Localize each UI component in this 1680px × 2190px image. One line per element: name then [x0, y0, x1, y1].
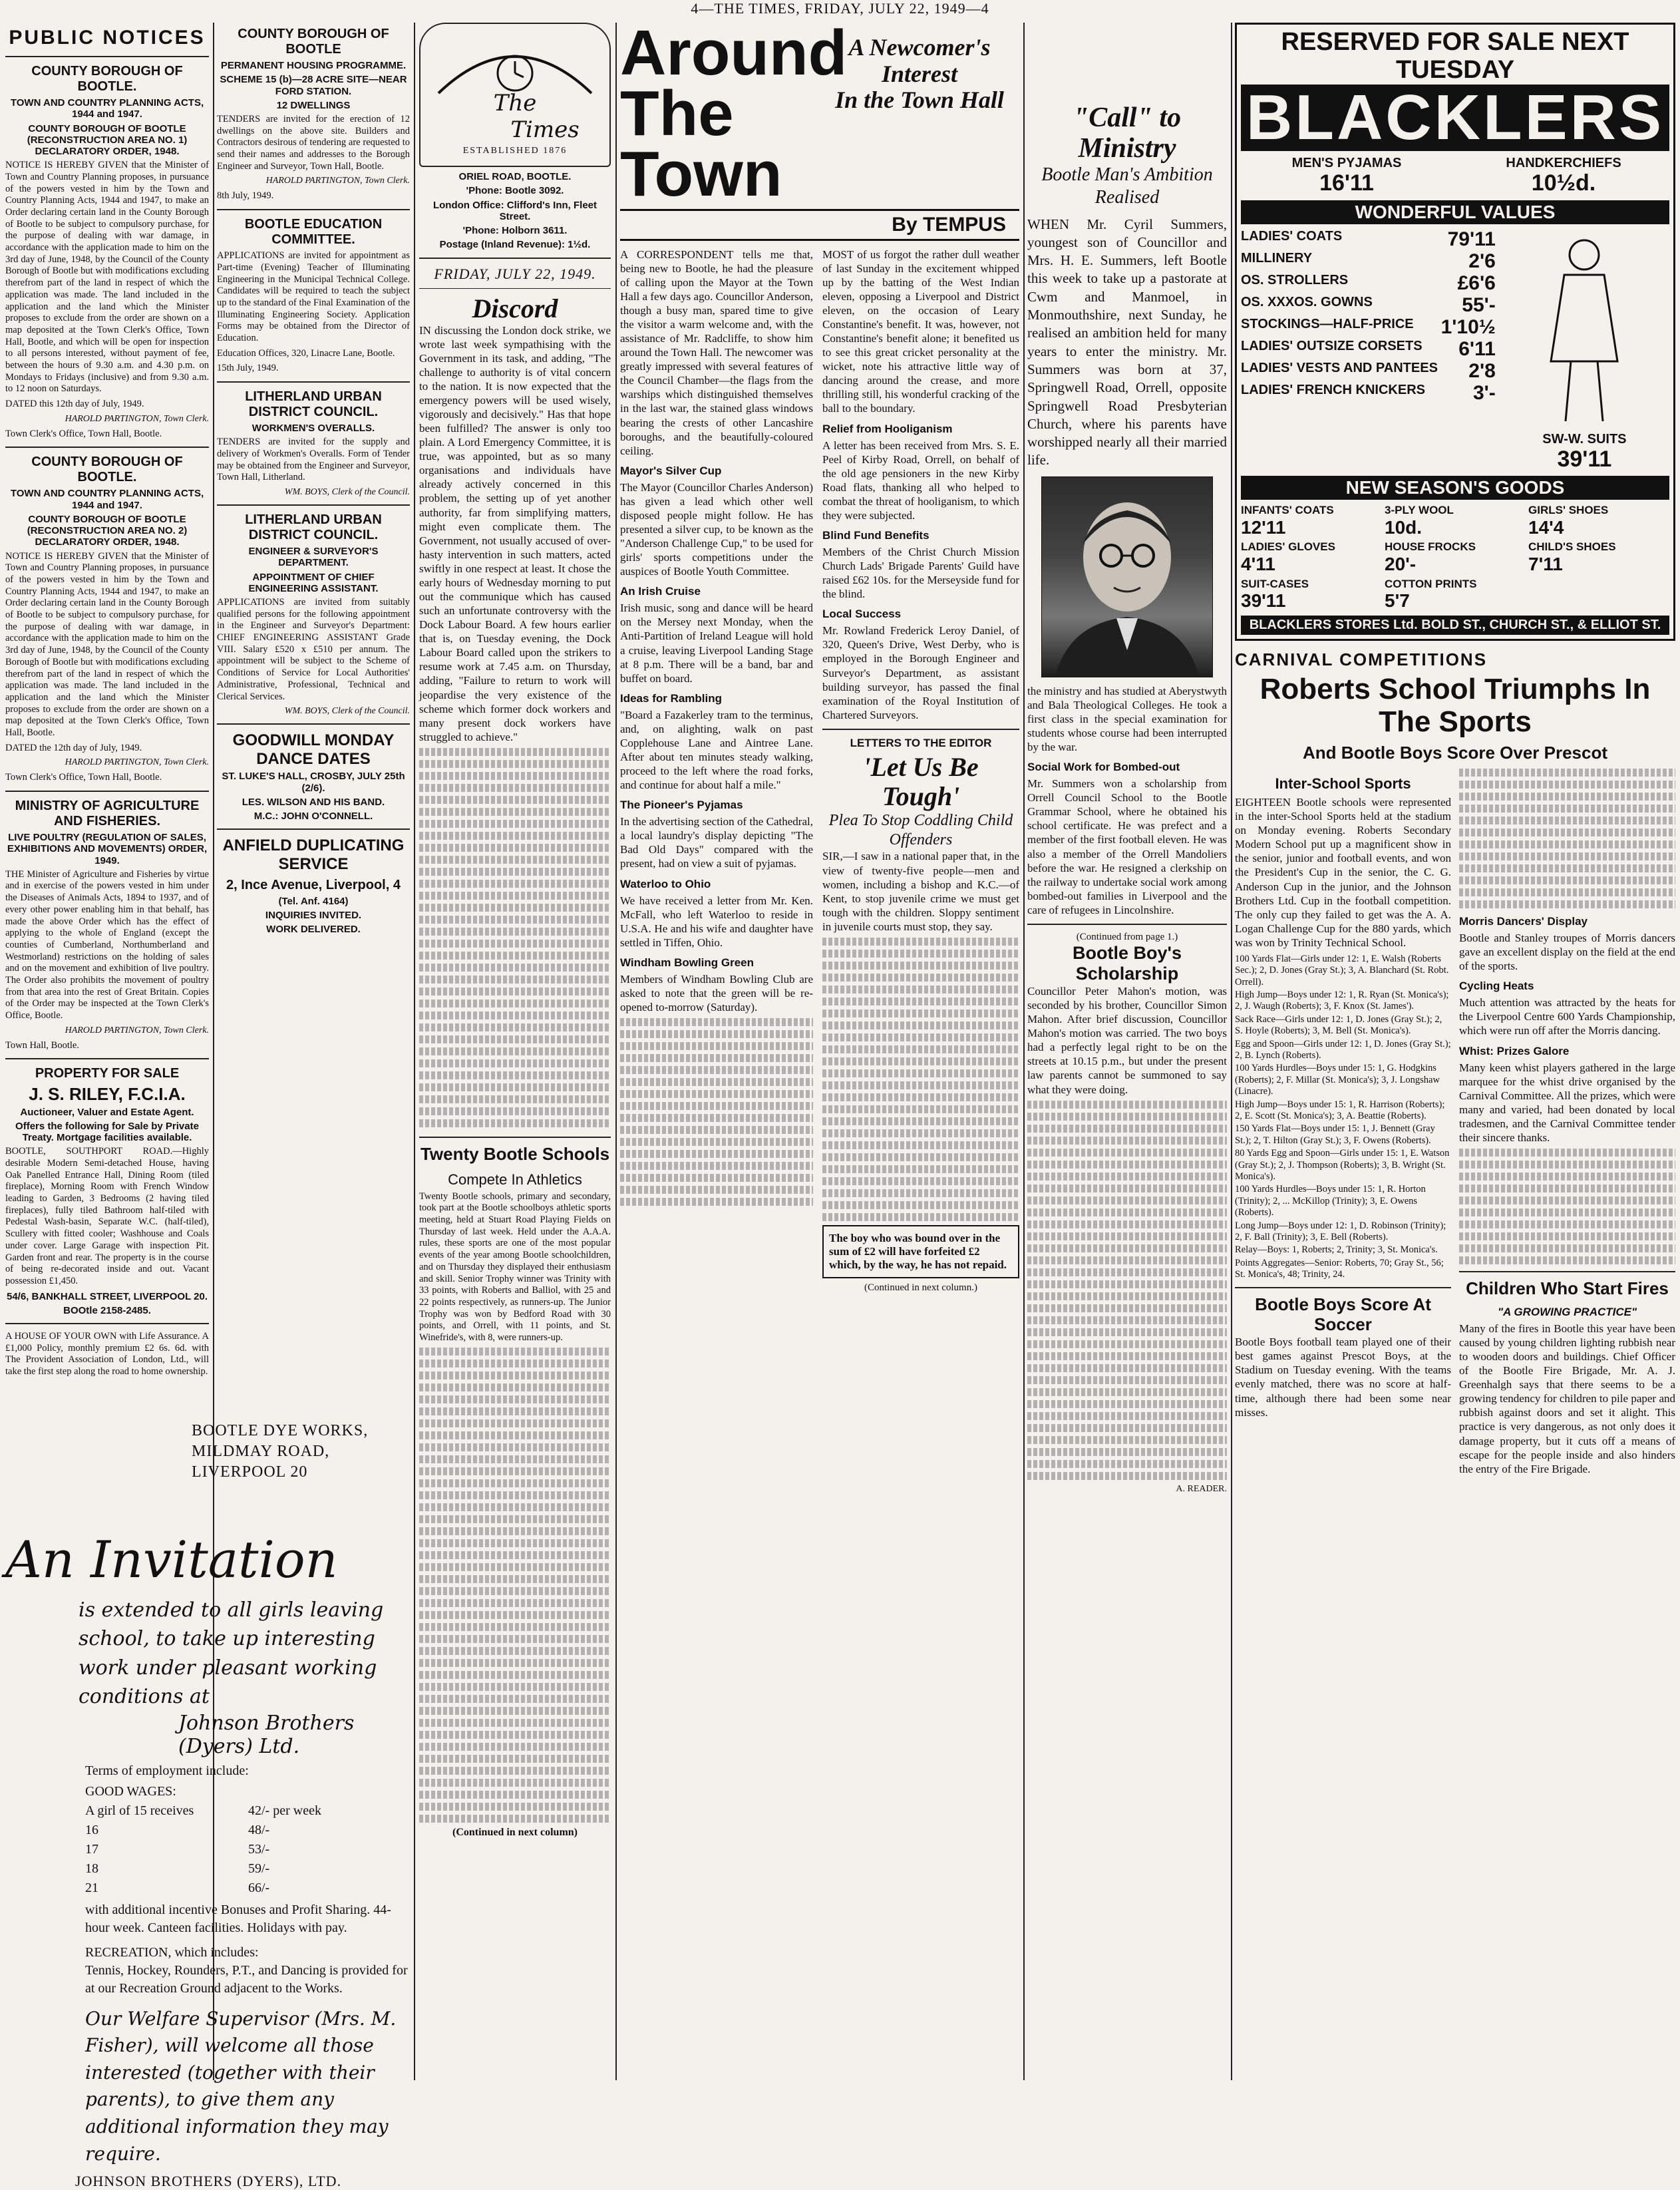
result-line: High Jump—Boys under 15: 1, R. Harrison (Roberts); 2, E. Scott (St. Monica's); 3, A. Beattie (Roberts). [1235, 1099, 1445, 1121]
athletics-title: Twenty Bootle Schools [420, 1143, 610, 1164]
result-line: 100 Yards Hurdles—Boys under 15: 1, G. Hodgkins (Roberts); 2, F. Millar (St. Monica's); 3, J. Longshaw (Linacre). [1235, 1063, 1440, 1097]
notice-order: COUNTY BOROUGH OF BOOTLE (RECONSTRUCTION AREA NO. 2) DECLARATORY ORDER, 1948. [27, 513, 188, 548]
wage-row [85, 1802, 411, 1820]
notice-signed: HAROLD PARTINGTON, Town Clerk. [65, 757, 209, 768]
notice-order: COUNTY BOROUGH OF BOOTLE (RECONSTRUCTION AREA NO. 1) DECLARATORY ORDER, 1948. [27, 122, 188, 157]
reserved-heading: RESERVED FOR SALE NEXT TUESDAY [1281, 28, 1629, 84]
notice-body: THE Minister of Agriculture and Fisheries by virtue and in exercise of the powers vested in him under the Diseases of Animals Acts, 1894 to 1937, and of every other power enabling him in that behalf, has made the above Order which has the effect of applying to the whole of England (except the counties of Cumberland, Northumberland and Westmorland) restrictions on the holding of sales and on the movement and exhibition of live poultry. The Order also prohibits the movement of poultry from that area into the rest of Great Britain. Copies of the Order may be inspected at the Town Clerk's Office, Bootle. [5, 868, 209, 1021]
whist-body: Many keen whist players gathered in the large marquee for the whist drive organised by the Carnival Committee. All the prizes, which were many and varied, had been donated by local tradesmen, and the Carnival Committee tender their sincere thanks. [1459, 1061, 1675, 1144]
athletics-subtitle: Compete In Athletics [448, 1171, 582, 1188]
property-body: BOOTLE, SOUTHPORT ROAD.—Highly desirable Modern Semi-detached House, having Oak Panelled Entrance Hall, Dining Room (tiled fireplace), Morning Room with French Window leading to Garden, 3 Bedrooms (2 having tiled fireplaces), fully tiled Bathroom half-tiled with Pedestal Wash-basin, Separate W.C. (half-tiled), Scullery with fitted cooler; Washhouse and Coals under cover. Large Garage with inspection Pit. Garden front and rear. The property is in the course of being re-decorated inside and out. Vacant possession £1,450. [5, 1146, 209, 1286]
notice-authority: COUNTY BOROUGH OF BOOTLE. [31, 64, 183, 94]
around-the-town-column [620, 17, 1019, 2082]
property-contact: 54/6, BANKHALL STREET, LIVERPOOL 20. [6, 1290, 208, 1302]
cyril-summers-photo [1041, 476, 1213, 677]
tough-heading: 'Let Us Be Tough' [863, 751, 979, 811]
call-to-ministry-column [1027, 23, 1227, 2082]
recreation-text: Tennis, Hockey, Rounders, P.T., and Dancing is provided for at our Recreation Ground adjacent to the Works. [85, 1962, 408, 1996]
editorial-body: IN discussing the London dock strike, we wrote last week sympathising with the Government in its task, and adding, "The challenge to authority is of vital concern to the nation. It is now expected that the emergency powers will be used wisely, vigorously and decisively." Has that hope been fulfilled? The answer is only too plain. A Lord Emergency Committee, it is true, was appointed, but as so many organisations and individuals have already actively concerned in this problem, the setting up of yet another authority, far from simplifying matters, might even complicate them. The Government, not usually accused of over-hasty intervention in such matters, acted swiftly in one respect at least. It chose the early hours of Wednesday morning to put out the communique which has caused such an unfortunate controversy with the Dock Labour Board. A few hours earlier that is, on Tuesday evening, the Dock Labour Board called upon the strikers to resume work at 7.45 a.m. on Thursday, adding, "Failure to return to work will jeopardise the very existence of the scheme which former dock workers and many present dock workers have struggled to achieve." [419, 323, 611, 743]
call-heading: "Call" to Ministry [1073, 102, 1182, 164]
social-body: Mr. Summers won a scholarship from Orrell Council School to the Bootle Grammar School, where he obtained his school certificate. He was prefect and a member of the first football eleven. He was also a member of the Orrell Mandoliers before the war. He resigned a clerkship on the railway to undertake social work among bombed-out families in Liverpool and the care of refugees in Lincolnshire. [1027, 777, 1227, 916]
wage-row [85, 1821, 411, 1839]
blacklers-brand: BLACKLERS [1241, 85, 1669, 152]
around-town-header [620, 17, 1019, 210]
tenders-body: TENDERS are invited for the erection of 12 dwellings on the above site. Builders and Contractors desirous of tendering are requested to send their names and addresses to the Borough Engineer and Surveyor, Town Hall, Bootle. [217, 114, 410, 172]
byline: By TEMPUS [620, 209, 1019, 241]
notice-authority: COUNTY BOROUGH OF BOOTLE. [31, 455, 183, 485]
anfield-note: INQUIRIES INVITED. [265, 909, 362, 921]
property-tag: Auctioneer, Valuer and Estate Agent. [20, 1106, 194, 1118]
suitcases-item: SUIT-CASES 39'11 [1241, 577, 1309, 611]
notice-address: Town Clerk's Office, Town Hall, Bootle. [5, 772, 162, 783]
social-heading: Social Work for Bombed-out [1027, 761, 1180, 774]
soccer-body: Bootle Boys football team played one of their best games against Prescot Boys, at the Stadium on Tuesday evening. With the teams evenly matched, there was no score at half-time, although there had been some near misses. [1235, 1336, 1451, 1419]
notice-date: 8th July, 1949. [217, 190, 274, 202]
wage-row [85, 1860, 411, 1878]
wage-amount: 42/- per week [248, 1803, 321, 1818]
around-intro: A CORRESPONDENT tells me that, being new to Bootle, he had the pleasure of calling upon the Mayor at the Town Hall a few days ago. Councillor Anderson, though a busy man, spared time to give the visitor a warm welcome and, with the assistance of Mr. Radcliffe, to show him around the Town Hall. The newcomer was greatly impressed with several features of the Council Chamber—the flags from the warships which distinguished themselves in the last war, the stained glass windows bearing the crests of other Lancashire boroughs, and the beautifully-coloured ceiling. [620, 248, 813, 457]
notice-signed: HAROLD PARTINGTON, Town Clerk. [65, 1025, 209, 1035]
result-line: Points Aggregates—Senior: Roberts, 70; Gray St., 56; St. Monica's, 48; Trinity, 24. [1235, 1257, 1444, 1280]
hooligan-body: A letter has been received from Mrs. S. E. Peel of Kirby Road, Orrell, on behalf of the old age pensioners in the new Kirby Road flats, thanking all who helped to combat the threat of hooliganism, to which they were subjected. [822, 439, 1019, 522]
product-list [1241, 228, 1496, 472]
kicker-2: In the Town Hall [835, 87, 1004, 114]
around-town-right [822, 248, 1019, 1294]
boxed-quote: The boy who was bound over in the sum of £2 will have forfeited £2 which, by the way, he has not repaid. [822, 1225, 1019, 1278]
cruise-body: Irish music, song and dance will be heard on the Mersey next Monday, when the Anti-Partition of Ireland League will hold a cruise, leaving Liverpool Landing Stage at 8 p.m. There will be a band, bar and buffet on board. [620, 602, 813, 685]
notice-act: LIVE POULTRY (REGULATION OF SALES, EXHIBITIONS AND MOVEMENTS) ORDER, 1949. [7, 832, 208, 866]
scholarship-more-text [1027, 1101, 1227, 1480]
suits-illustration: SW-W. SUITS 39'11 [1500, 228, 1669, 472]
wage-amount: 59/- [248, 1861, 270, 1876]
morris-heading: Morris Dancers' Display [1459, 915, 1588, 928]
editorial-more-text [419, 748, 611, 1127]
wage-age: 17 [85, 1841, 98, 1857]
pyjamas-heading: The Pioneer's Pyjamas [620, 799, 743, 812]
new-season-banner: NEW SEASON'S GOODS [1241, 476, 1669, 500]
education-address: Education Offices, 320, Linacre Lane, Bootle. [217, 347, 395, 359]
wage-amount: 48/- [248, 1822, 270, 1837]
roberts-subheading: And Bootle Boys Score Over Prescot [1302, 743, 1608, 763]
wonderful-values: WONDERFUL VALUES [1241, 200, 1669, 224]
wages-label: GOOD WAGES: [85, 1783, 176, 1799]
wage-age: 18 [85, 1861, 98, 1876]
appointment-body: APPLICATIONS are invited from suitably qualified persons for the following appointment in the Engineer and Surveyor's Department: CHIEF ENGINEERING ASSISTANT Grade VIII. Salary £520 x £510 per annum. The appointment will be subject to the Scheme of Conditions of Service for Local Authorities' Administrative, Professional, Technical and Clerical Services. [217, 597, 410, 702]
whist-more-text [1459, 1149, 1675, 1264]
logo-the: The [493, 90, 537, 116]
bowling-heading: Windham Bowling Green [620, 956, 755, 969]
notice-authority: MINISTRY OF AGRICULTURE AND FISHERIES. [15, 799, 200, 828]
millinery-item: MILLINERY 2'6 [1241, 250, 1496, 272]
athletics-body: Twenty Bootle schools, primary and secondary, took part at the Bootle schoolboys athletic sports meeting, held at Stuart Road Playing Fields on Thursday of last week. Held under the A.A.A. rules, these sports are one of the most popular events of the year among Bootle schoolchildren, and on Thursday they displayed their enthusiasm and skill. Senior Trophy winner was Trinity with 33 points, with Roberts and Balliol, with 25 and 22 points respectively, as runners-up. The Junior Trophy was won by Bedford Road with 30 points, and Orrell, with 11 points, and St. Winefride's, with 8, were runners-up. [419, 1190, 611, 1343]
invitation-intro: is extended to all girls leaving school, to take up interesting work under pleasant working conditions at [79, 1598, 384, 1709]
tough-body: SIR,—I saw in a national paper that, in the view of twenty-five people—men and women, including a bishop and K.C.—of Kent, to stop juvenile crime we must get tough with the children. Sloppy sentiment in juvenile courts must stop, they say. [822, 850, 1019, 933]
infants-item: INFANTS' COATS 12'11 [1241, 504, 1334, 538]
morris-body: Bootle and Stanley troupes of Morris dancers gave an excellent display on the field at the end of the sports. [1459, 932, 1675, 973]
result-line: Egg and Spoon—Girls under 12: 1, D. Jones (Gray St.); 2, B. Lynch (Roberts). [1235, 1038, 1451, 1061]
inter-school-body: EIGHTEEN Bootle schools were represented in the inter-School Sports held at the stadium on Monday evening. Roberts Secondary Modern School put up a magnificent show in the senior, junior and football events, and won the President's Cup in the senior, the C. G. Anderson Cup in the junior, and the Johnson Brothers Ltd. Cup in the football competition. The only cup they failed to get was the A. A. Logan Challenge Cup for the 880 yards, which was won by Trinity Technical School. [1235, 796, 1451, 949]
gloves-item: LADIES' GLOVES 4'11 [1241, 540, 1335, 574]
wage-age: A girl of 15 receives [85, 1803, 194, 1818]
mayor-heading: Mayor's Silver Cup [620, 464, 722, 477]
wage-age: 16 [85, 1822, 98, 1837]
fires-subheading: "A GROWING PRACTICE" [1497, 1305, 1637, 1318]
sports-right [1459, 769, 1675, 1480]
housing-heading: PERMANENT HOUSING PROGRAMME. [220, 60, 407, 71]
wages-list [85, 1802, 411, 1897]
whist-heading: Whist: Prizes Galore [1459, 1044, 1570, 1057]
frocks-item: HOUSE FROCKS 20'- [1385, 540, 1476, 574]
house-ad: A HOUSE OF YOUR OWN with Life Assurance. A £1,000 Policy, monthly premium £2 6s. 6d. with The Provident Association of London, Ltd., will take the first step along the road to home ownership. [5, 1331, 209, 1377]
column-rule [414, 23, 415, 2080]
waterloo-heading: Waterloo to Ohio [620, 877, 711, 890]
scholarship-heading: Bootle Boy's Scholarship [1073, 942, 1182, 984]
goodwill-heading: GOODWILL MONDAY DANCE DATES [232, 731, 395, 768]
vests-item: LADIES' VESTS AND PANTEES 2'8 [1241, 359, 1496, 382]
portrait-icon [1042, 477, 1212, 677]
call-body-continued: the ministry and has studied at Aberystwyth and Bala Theological Colleges. He took a first class in the special examination for students whose course had been interrupted by the war. [1027, 684, 1227, 754]
column-rule [1231, 23, 1232, 2080]
continued-note: (Continued in next column) [452, 1826, 578, 1838]
success-heading: Local Success [822, 608, 902, 621]
blacklers-footer: BLACKLERS STORES Ltd. BOLD ST., CHURCH ST., & ELLIOT ST. [1241, 616, 1669, 635]
soccer-heading: Bootle Boys Score At Soccer [1255, 1294, 1431, 1335]
notice-body: NOTICE IS HEREBY GIVEN that the Minister of Town and Country Planning proposes, in pursuance of the powers vested in him by the Town and Country Planning Acts, 1944 and 1947, to make an Order declaring certain land in the County Borough of Bootle to be subject to compulsory purchase, for the purpose of dealing with war damage, in accordance with the application made to him on the 3rd day of June, 1948, by the Council of the County Borough of Bootle but with modifications excluding therefrom part of the land in respect of which the application was made. The land included in the application and the land which the Minister proposes to exclude from the order are shown on a map deposited at the Town Clerk's Office, Town Hall, Bootle. [5, 550, 209, 738]
dateline: FRIDAY, JULY 22, 1949. [434, 265, 596, 282]
season-grid [1241, 504, 1669, 612]
call-subheading: Bootle Man's Ambition Realised [1041, 164, 1213, 208]
anfield-address: 2, Ince Avenue, Liverpool, 4 [226, 877, 401, 892]
editorial-column [419, 23, 611, 2082]
company-name: Johnson Brothers (Dyers) Ltd. [178, 1711, 355, 1758]
prints-item: COTTON PRINTS 5'7 [1385, 577, 1477, 611]
knickers-item: LADIES' FRENCH KNICKERS 3'- [1241, 381, 1496, 404]
gowns-item: OS. XXXOS. GOWNS 55'- [1241, 293, 1496, 316]
strollers-item: OS. STROLLERS £6'6 [1241, 272, 1496, 294]
notice-signed: WM. BOYS, Clerk of the Council. [284, 487, 410, 497]
result-line: Long Jump—Boys under 12: 1, D. Robinson (Trinity); 2, F. Ball (Trinity); 3, E. Bell (Roberts). [1235, 1220, 1446, 1242]
childs-shoes-item: CHILD'S SHOES 7'11 [1528, 540, 1616, 574]
waterloo-body: We have received a letter from Mr. Ken. McFall, who left Waterloo to reside in U.S.A. He and his wife and daughter have settled in Tiffen, Ohio. [620, 894, 813, 949]
wage-amount: 53/- [248, 1841, 270, 1857]
terms-label: Terms of employment include: [85, 1763, 249, 1778]
page-masthead: 4—THE TIMES, FRIDAY, JULY 22, 1949—4 [691, 0, 989, 17]
anfield-heading: ANFIELD DUPLICATING SERVICE [222, 836, 405, 873]
result-line: 150 Yards Flat—Boys under 15: 1, J. Bennett (Gray St.); 2, T. Hilton (Gray St.); 3, F. Owens (Roberts). [1235, 1123, 1435, 1146]
hooligan-heading: Relief from Hooliganism [822, 422, 953, 435]
wage-amount: 66/- [248, 1880, 270, 1895]
education-body: APPLICATIONS are invited for appointment as Part-time (Evening) Teacher of Illuminating Engineering in the Municipal Technical College. Candidates will be required to teach the subject up to the standard of the Final Examination of the Illuminating Engineering Society. Application Forms may be obtained from the Director of Education. [217, 250, 410, 343]
public-notices-column [5, 23, 209, 1403]
notice-address: Town Clerk's Office, Town Hall, Bootle. [5, 428, 162, 439]
column-rule [1023, 23, 1025, 2080]
scholarship-body: Councillor Peter Mahon's motion, was seconded by his brother, Councillor Simon Mahon. After brief discussion, Councillor Mahon's motion was carried. The two boys had a perfectly legal right to be on the streets at 10.15 p.m., but under the present law parents cannot be summoned to say what they were doing. [1027, 984, 1227, 1096]
notice-address: Town Hall, Bootle. [5, 1039, 79, 1051]
girls-shoes-item: GIRLS' SHOES 14'4 [1528, 504, 1609, 538]
success-body: Mr. Rowland Frederick Leroy Daniel, of 320, Queen's Drive, West Derby, who is employed in the Borough Engineer and Surveyor's Department, as assistant building surveyor, has passed the final examination of the Royal Institution of Chartered Surveyors. [822, 624, 1019, 721]
dye-works-advert [5, 1421, 411, 2190]
cruise-heading: An Irish Cruise [620, 585, 701, 598]
invitation-heading: An Invitation [5, 1529, 338, 1589]
coats-item: LADIES' COATS 79'11 [1241, 228, 1496, 250]
sports-left [1235, 769, 1451, 1480]
tough-subheading: Plea To Stop Coddling Child Offenders [828, 811, 1013, 848]
tough-more-text [822, 938, 1019, 1221]
fires-body: Many of the fires in Bootle this year have been caused by young children lighting rubbish near to wooden doors and buildings. Chief Officer of the Bootle Fire Brigade, Mr. A. J. Greenhalgh says that there seems to be a growing tendency for children to pile paper and rubbish against doors and set it alight. This practice is very dangerous, as not only does it damage property, but it cuts off a means of escape for the people inside and also hinders the entry of the Fire Brigade. [1459, 1322, 1675, 1475]
anfield-tel: (Tel. Anf. 4164) [278, 895, 349, 907]
corsets-item: LADIES' OUTSIZE CORSETS 6'11 [1241, 337, 1496, 360]
call-body: WHEN Mr. Cyril Summers, youngest son of Councillor and Mrs. H. E. Summers, left Bootle this week to take up a pastorate at Cwm and Manmoel, in Monmouthshire, next Sunday, he realised an ambition held for many years to enter the ministry. Mr. Summers was born at 37, Springwell Road, Orrell, opposite Springwell Road Presbyterian Church, where his parents have worshipped nearly all their married life. [1027, 216, 1227, 468]
handkerchiefs-ad: HANDKERCHIEFS 10½d. [1506, 156, 1621, 196]
athletics-results [419, 1348, 611, 1823]
education-heading: BOOTLE EDUCATION COMMITTEE. [244, 217, 383, 248]
logo-times: Times [510, 116, 580, 143]
notice-body: NOTICE IS HEREBY GIVEN that the Minister of Town and Country Planning proposes, in pursuance of the powers vested in him by the Town and Country Planning Acts, 1944 and 1947, to make an Order declaring certain land in the County Borough of Bootle to be subject to compulsory purchase, for the purpose of dealing with war damage, in accordance with the application made to him on the 3rd day of June, 1948, by the Council of the County Borough of Bootle but with modifications excluding therefrom part of the land in respect of which the application was made. The land included in the application and the land which the Minister proposes to exclude from the order are shown on a map deposited at the Town Clerk's Office, Town Hall, Bootle, and which will be open for inspection to all persons interested, without payment of fee, between the hours of 9.30 a.m. and 4.30 p.m. on Mondays to Fridays (inclusive) and from 9.30 a.m. to 12 noon on Saturdays. [5, 160, 209, 395]
letters-label: LETTERS TO THE EDITOR [850, 736, 992, 749]
notice-dated: DATED this 12th day of July, 1949. [5, 399, 144, 409]
result-line: 80 Yards Egg and Spoon—Girls under 15: 1, E. Watson (Gray St.); 2, J. Thompson (Roberts); 3, B. Wright (St. Monica's). [1235, 1148, 1450, 1182]
dye-footer: JOHNSON BROTHERS (DYERS), LTD. [75, 2173, 342, 2190]
result-line: High Jump—Boys under 12: 1, R. Ryan (St. Monica's); 2, J. Waugh (Roberts); 3, F. Knox (St. James'). [1235, 990, 1449, 1012]
overalls-body: TENDERS are invited for the supply and delivery of Workmen's Overalls. Form of Tender may be obtained from the Engineer and Surveyor, Town Hall, Litherland. [217, 437, 410, 483]
goodwill-band: LES. WILSON AND HIS BAND. [242, 796, 385, 808]
headline-around: Around [620, 17, 848, 89]
letter-signoff: A. READER. [1176, 1483, 1227, 1494]
engineer-heading: ENGINEER & SURVEYOR'S DEPARTMENT. [248, 546, 379, 569]
kicker-1: A Newcomer's Interest [848, 34, 991, 87]
welfare-text: Our Welfare Supervisor (Mrs. M. Fisher), will welcome all those interested (together with their parents), to give them any additional information they may require. [85, 2007, 397, 2165]
inter-school-heading: Inter-School Sports [1275, 775, 1411, 793]
notices-column-2 [217, 23, 410, 1403]
education-date: 15th July, 1949. [217, 363, 279, 374]
result-line: 100 Yards Hurdles—Boys under 15: 1, R. Horton (Trinity); 2, ... McKillop (Trinity); 3, E. Owens (Roberts). [1235, 1184, 1426, 1218]
office-details: ORIEL ROAD, BOOTLE. 'Phone: Bootle 3092. London Office: Clifford's Inn, Fleet Street. 'Phone: Holborn 3611. Postage (Inland Revenue): 1½d. [432, 171, 597, 251]
dye-works-address: BOOTLE DYE WORKS, MILDMAY ROAD, LIVERPOOL 20 [192, 1422, 369, 1481]
cycling-heading: Cycling Heats [1459, 980, 1534, 993]
property-agent: J. S. RILEY, F.C.I.A. [29, 1084, 186, 1105]
mayor-body: The Mayor (Councillor Charles Anderson) has given a lead which other well disposed people might follow. He has presented a silver cup, to be known as the "Anderson Challenge Cup," to be used for girls' sports competitions under the auspices of Bootle Youth Committee. [620, 480, 813, 578]
anfield-note: WORK DELIVERED. [266, 924, 361, 936]
notice-signed: HAROLD PARTINGTON, Town Clerk. [65, 413, 209, 424]
notice-signed: WM. BOYS, Clerk of the Council. [284, 706, 410, 717]
notice-authority: COUNTY BOROUGH OF BOOTLE [238, 27, 389, 57]
carnival-label: CARNIVAL COMPETITIONS [1235, 649, 1488, 669]
dwellings-heading: 12 DWELLINGS [276, 99, 351, 111]
pyjamas-ad: MEN'S PYJAMAS 16'11 [1291, 156, 1402, 196]
wage-row [85, 1879, 411, 1897]
blind-heading: Blind Fund Benefits [822, 528, 929, 542]
cycling-body: Much attention was attracted by the heats for the Liverpool Centre 600 Yards Championship, which were run off after the Morris dancing. [1459, 996, 1675, 1037]
result-line: 100 Yards Flat—Girls under 12: 1, E. Walsh (Roberts Sec.); 2, D. Jones (Gray St.); 3, A. Blanchard (St. Robt. Orrell). [1235, 953, 1449, 988]
continued-note: (Continued from page 1.) [1076, 931, 1178, 942]
wages-table [5, 1783, 411, 1998]
property-tag: Offers the following for Sale by Private Treaty. Mortgage facilities available. [15, 1120, 199, 1144]
rambling-body: "Board a Fazakerley tram to the terminus, and, on alighting, walk on past Copplehouse Lane and Aintree Lane. After about ten minutes steady walking, proceed to the left where the road forks, and continue for about half a mile." [620, 708, 813, 792]
blacklers-column [1235, 23, 1675, 2082]
notice-act: TOWN AND COUNTRY PLANNING ACTS, 1944 and 1947. [10, 97, 204, 120]
around-town-left [620, 248, 813, 1294]
rambling-heading: Ideas for Rambling [620, 691, 723, 705]
litherland-heading: LITHERLAND URBAN DISTRICT COUNCIL. [245, 389, 382, 419]
results-list [1235, 954, 1451, 1281]
continued-note: (Continued in next column.) [864, 1282, 977, 1293]
notice-dated: DATED the 12th day of July, 1949. [5, 742, 142, 753]
results-lines [620, 1018, 813, 1206]
section-title: PUBLIC NOTICES [9, 27, 206, 49]
pyjamas-body: In the advertising section of the Cathedral, a local laundry's display depicting "The Bad Old Days" compared with the present, had on view a suit of pyjamas. [620, 815, 813, 870]
result-line: Relay—Boys: 1, Roberts; 2, Trinity; 3, St. Monica's. [1235, 1244, 1438, 1256]
recreation-label: RECREATION, which includes: [85, 1944, 259, 1960]
notice-act: TOWN AND COUNTRY PLANNING ACTS, 1944 and 1947. [10, 488, 204, 511]
scheme-heading: SCHEME 15 (b)—28 ACRE SITE—NEAR FORD STATION. [220, 74, 407, 97]
woman-figure-icon [1518, 228, 1651, 428]
fires-heading: Children Who Start Fires [1466, 1278, 1669, 1298]
cricket-body: MOST of us forgot the rather dull weather of last Sunday in the excitement whipped up by the batting of the West Indian eleven, opposing a Liverpool and District eleven, on the occasion of Leary Constantine's benefit. It was, however, not Constantine's benefit alone; it benefited us to see this great cricket personality at the wicket, note his attractive little way of dancing around the crease, and more thrilling still, his wonderful cracking of the ball to the boundary. [822, 248, 1019, 415]
stockings-item: STOCKINGS—HALF-PRICE 1'10½ [1241, 315, 1496, 338]
sports-continued [1459, 769, 1675, 908]
overalls-heading: WORKMEN'S OVERALLS. [252, 423, 375, 434]
wage-age: 21 [85, 1880, 98, 1895]
property-heading: PROPERTY FOR SALE [35, 1066, 180, 1081]
wage-row [85, 1841, 411, 1859]
roberts-heading: Roberts School Triumphs In The Sports [1260, 672, 1651, 738]
goodwill-venue: ST. LUKE'S HALL, CROSBY, JULY 25th (2/6). [222, 771, 405, 794]
bowling-body: Members of Windham Bowling Club are asked to note that the green will be re-opened to-morrow (Saturday). [620, 972, 813, 1013]
appointment-heading: APPOINTMENT OF CHIEF ENGINEERING ASSISTANT. [248, 571, 379, 594]
property-phone: BOOtle 2158-2485. [63, 1304, 151, 1316]
notice-signed: HAROLD PARTINGTON, Town Clerk. [265, 176, 410, 186]
bonus-text: with additional incentive Bonuses and Profit Sharing. 44-hour week. Canteen facilities. Holidays with pay. [85, 1902, 391, 1935]
goodwill-mc: M.C.: JOHN O'CONNELL. [253, 811, 373, 822]
wool-item: 3-PLY WOOL 10d. [1385, 504, 1454, 538]
blacklers-advert [1235, 23, 1675, 641]
column-rule [615, 23, 617, 2080]
result-line: Sack Race—Girls under 12: 1, D. Jones (Gray St.); 2, S. Hoyle (Roberts); 3, M. Bell (St. Monica's). [1235, 1013, 1442, 1037]
litherland-heading: LITHERLAND URBAN DISTRICT COUNCIL. [245, 512, 382, 542]
logo-established: ESTABLISHED 1876 [462, 146, 568, 156]
blind-body: Members of the Christ Church Mission Church Lads' Brigade Parents' Guild have raised £62 10s. for the Merseyside fund for the blind. [822, 545, 1019, 601]
times-logo [419, 23, 611, 167]
editorial-title: Discord [472, 293, 558, 323]
headline-the-town: The Town [620, 78, 782, 210]
